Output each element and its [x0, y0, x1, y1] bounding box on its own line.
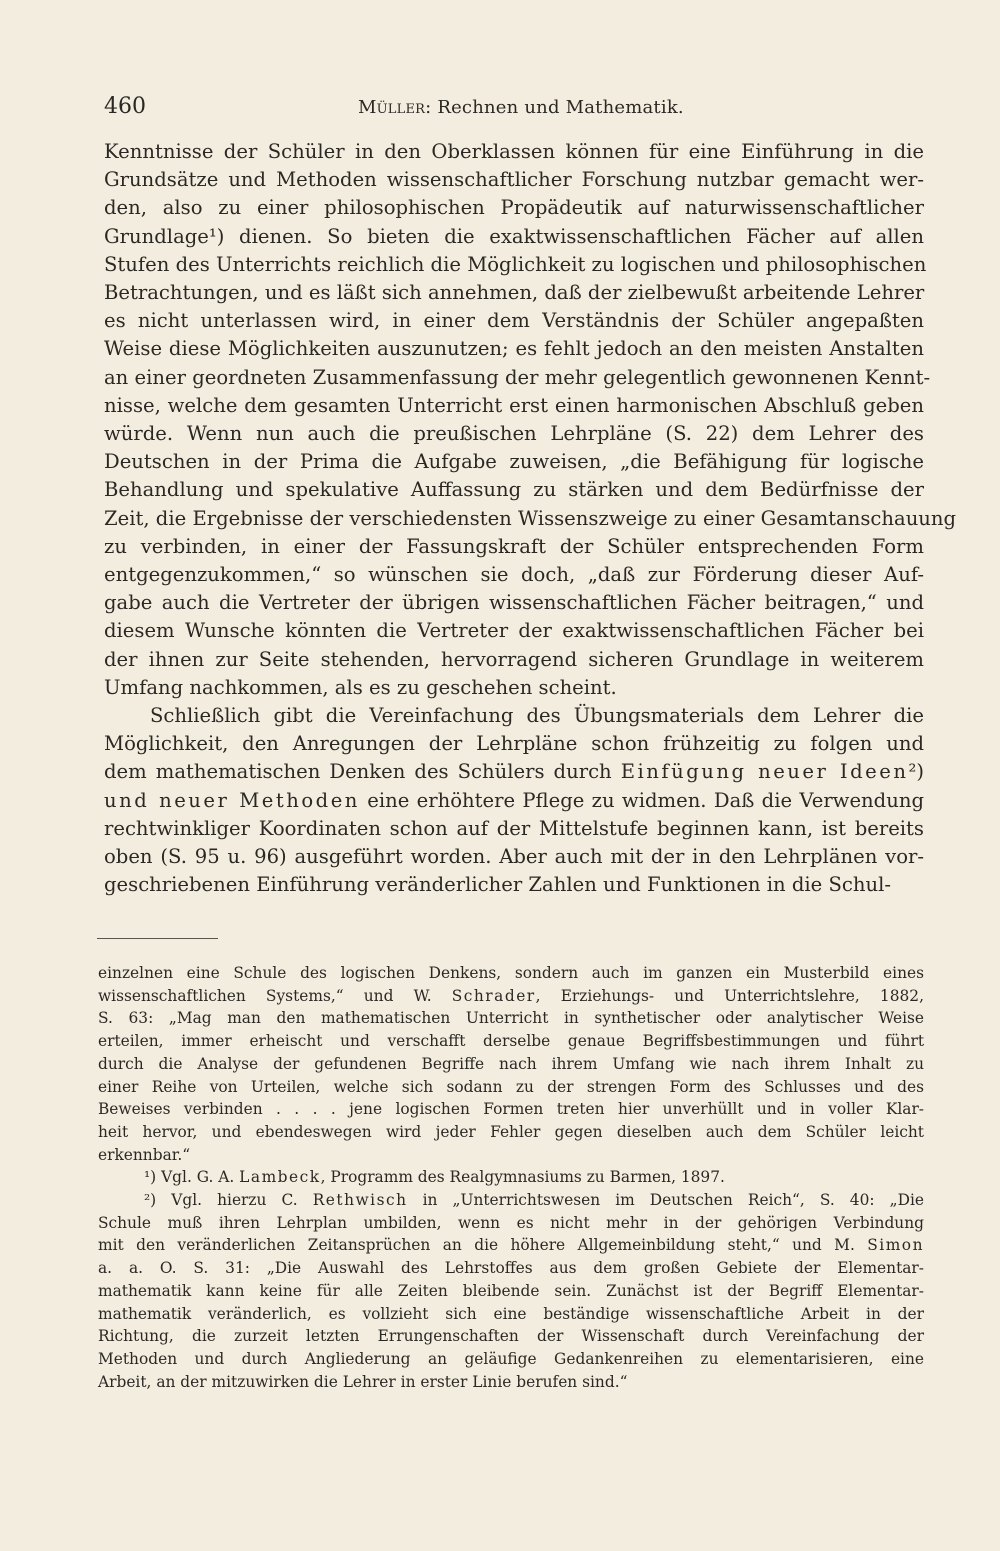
- body-text-line: entgegenzukommen,“ so wünschen sie doch, „daß zur Förderung dieser Auf-: [104, 563, 924, 587]
- body-text-line: dem mathematischen Denken des Schülers durch Einfügung neuer Ideen²): [104, 760, 924, 784]
- running-title: [358, 97, 684, 118]
- footnote-line: erteilen, immer erheischt und verschafft derselbe genaue Begriffsbestimmungen und führt: [98, 1032, 924, 1051]
- footnotes: [98, 962, 924, 1393]
- body-text-line: gabe auch die Vertreter der übrigen wissenschaftlichen Fächer beitragen,“ und: [104, 591, 924, 615]
- footnote-line: wissenschaftlichen Systems,“ und W. Schrader, Erziehungs- und Unterrichtslehre, 1882,: [98, 986, 924, 1005]
- footnote-line: einer Reihe von Urteilen, welche sich sodann zu der strengen Form des Schlusses und des: [98, 1077, 924, 1096]
- body-text-line: den, also zu einer philosophischen Propädeutik auf naturwissenschaftlicher: [104, 196, 924, 220]
- body-text-line: Kenntnisse der Schüler in den Oberklassen können für eine Einführung in die: [104, 140, 924, 163]
- footnote-line: ²) Vgl. hierzu C. Rethwisch in „Unterrichtswesen im Deutschen Reich“, S. 40: „Die: [144, 1191, 924, 1210]
- body-text-line: es nicht unterlassen wird, in einer dem Verständnis der Schüler angepaßten: [104, 309, 924, 333]
- body-text-line: Stufen des Unterrichts reichlich die Möglichkeit zu logischen und philosophischen: [104, 252, 927, 276]
- footnote-line: heit hervor, und ebendeswegen wird jeder Fehler gegen dieselben auch dem Schüler leicht: [98, 1122, 924, 1141]
- body-text-line: an einer geordneten Zusammenfassung der mehr gelegentlich gewonnenen Kennt-: [104, 365, 931, 389]
- body-text-line: Umfang nachkommen, als es zu geschehen scheint.: [104, 675, 617, 699]
- body-text-line: rechtwinkliger Koordinaten schon auf der Mittelstufe beginnen kann, ist bereits: [104, 816, 924, 840]
- footnote-line: Arbeit, an der mitzuwirken die Lehrer in erster Linie berufen sind.“: [98, 1372, 628, 1391]
- body-text-line: und neuer Methoden eine erhöhtere Pflege zu widmen. Daß die Verwendung: [104, 788, 924, 812]
- body-text-line: der ihnen zur Seite stehenden, hervorragend sicheren Grundlage in weiterem: [104, 647, 924, 671]
- body-text-line: geschriebenen Einführung veränderlicher Zahlen und Funktionen in die Schul-: [104, 873, 892, 897]
- footnote-line: S. 63: „Mag man den mathematischen Unterricht in synthetischer oder analytischer Weise: [98, 1009, 924, 1028]
- page-number: 460: [104, 94, 146, 119]
- footnote-line: Methoden und durch Angliederung an geläufige Gedankenreihen zu elementarisieren, eine: [98, 1349, 924, 1368]
- footnote-line: erkennbar.“: [98, 1145, 191, 1164]
- footnote-line: mathematik veränderlich, es vollzieht sich eine beständige wissenschaftliche Arbeit in der: [98, 1304, 924, 1323]
- footnote-line: Richtung, die zurzeit letzten Errungenschaften der Wissenschaft durch Vereinfachung der: [98, 1327, 924, 1346]
- body-text-line: Möglichkeit, den Anregungen der Lehrpläne schon frühzeitig zu folgen und: [104, 732, 924, 756]
- body-text-line: Grundlage¹) dienen. So bieten die exaktwissenschaftlichen Fächer auf allen: [104, 224, 924, 248]
- footnote-line: Schule muß ihren Lehrplan umbilden, wenn es nicht mehr in der gehörigen Verbindung: [98, 1213, 924, 1232]
- body-text-line: Behandlung und spekulative Auffassung zu stärken und dem Bedürfnisse der: [104, 478, 924, 502]
- body-text-line: würde. Wenn nun auch die preußischen Lehrpläne (S. 22) dem Lehrer des: [104, 422, 924, 446]
- running-header: [104, 94, 922, 124]
- body-text-line: Deutschen in der Prima die Aufgabe zuweisen, „die Befähigung für logische: [104, 450, 924, 474]
- main-text: [104, 138, 957, 899]
- running-title-subject: : Rechnen und Mathematik.: [425, 97, 684, 118]
- footnote-line: einzelnen eine Schule des logischen Denkens, sondern auch im ganzen ein Musterbild eines: [98, 964, 924, 982]
- footnote-line: durch die Analyse der gefundenen Begriffe nach ihrem Umfang wie nach ihrem Inhalt zu: [98, 1054, 924, 1073]
- footnote-line: ¹) Vgl. G. A. Lambeck, Programm des Realgymnasiums zu Barmen, 1897.: [144, 1168, 725, 1187]
- body-text-line: zu verbinden, in einer der Fassungskraft der Schüler entsprechenden Form: [104, 534, 924, 558]
- running-title-author: Müller: [358, 97, 426, 118]
- footnote-line: a. a. O. S. 31: „Die Auswahl des Lehrstoffes aus dem großen Gebiete der Elementar-: [98, 1259, 924, 1278]
- body-text-line: oben (S. 95 u. 96) ausgeführt worden. Aber auch mit der in den Lehrplänen vor-: [104, 845, 924, 869]
- footnote-line: mathematik kann keine für alle Zeiten bleibende sein. Zunächst ist der Begriff Elementar-: [98, 1281, 924, 1300]
- body-text-line: nisse, welche dem gesamten Unterricht erst einen harmonischen Abschluß geben: [104, 393, 924, 417]
- body-text-line: Weise diese Möglichkeiten auszunutzen; es fehlt jedoch an den meisten Anstalten: [104, 337, 924, 361]
- body-text-line: Schließlich gibt die Vereinfachung des Übungsmaterials dem Lehrer die: [150, 704, 924, 728]
- footnote-line: Beweises verbinden . . . . jene logischen Formen treten hier unverhüllt und in voller Klar-: [98, 1100, 924, 1119]
- body-text-line: Betrachtungen, und es läßt sich annehmen, daß der zielbewußt arbeitende Lehrer: [104, 281, 925, 305]
- footnote-separator: [97, 938, 218, 939]
- body-text-line: Grundsätze und Methoden wissenschaftlicher Forschung nutzbar gemacht wer-: [104, 168, 924, 192]
- body-text-line: Zeit, die Ergebnisse der verschiedensten Wissenszweige zu einer Gesamtanschauung: [104, 506, 957, 530]
- footnote-line: mit den veränderlichen Zeitansprüchen an die höhere Allgemeinbildung steht,“ und M. Simon: [98, 1236, 924, 1255]
- body-text-line: diesem Wunsche könnten die Vertreter der exaktwissenschaftlichen Fächer bei: [104, 619, 924, 643]
